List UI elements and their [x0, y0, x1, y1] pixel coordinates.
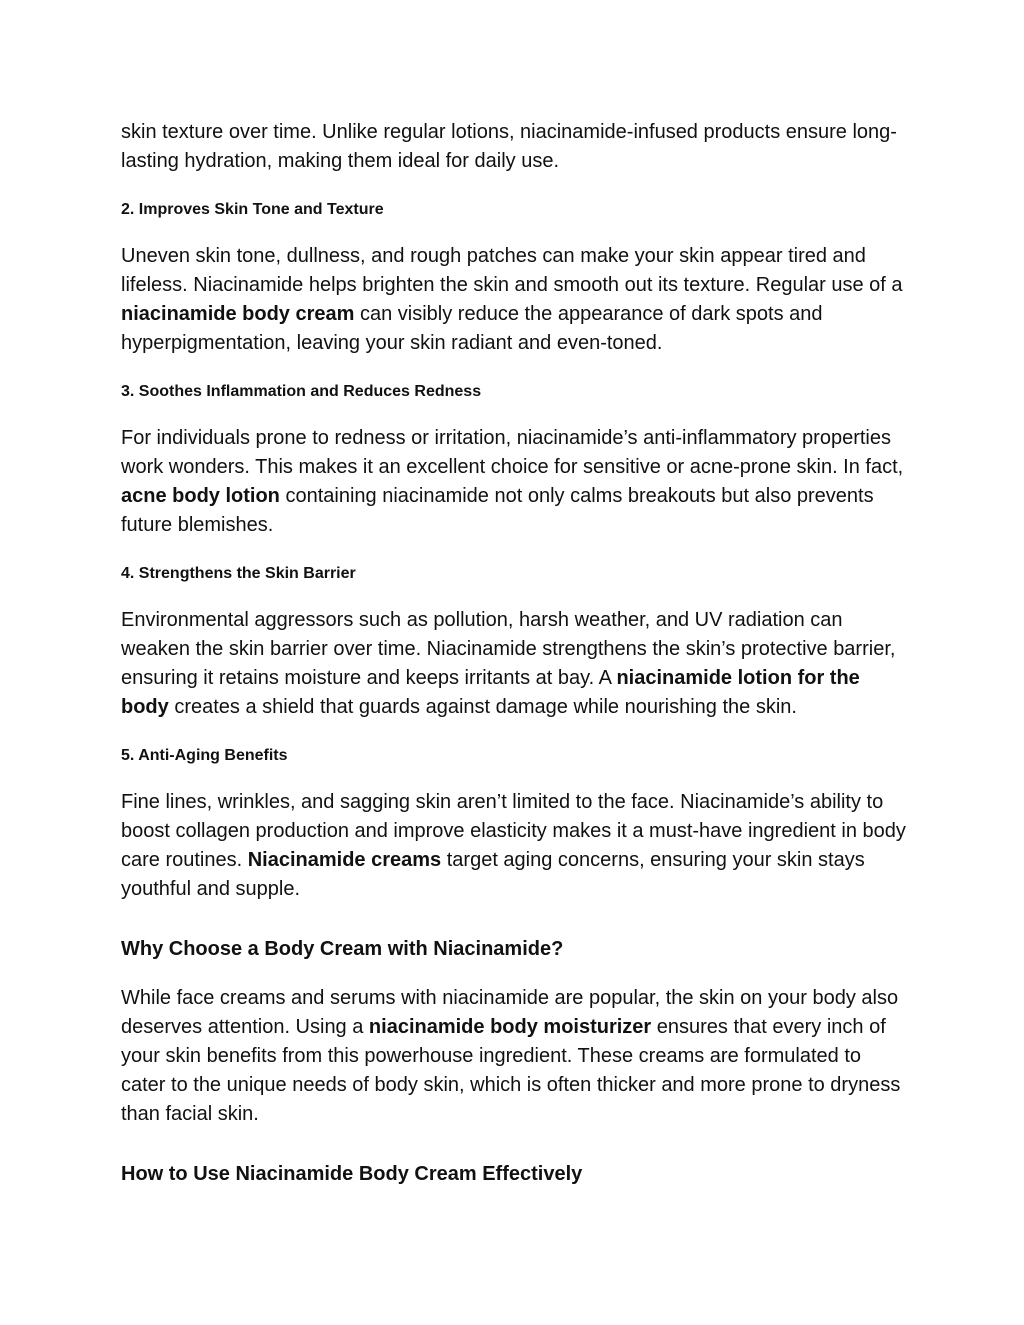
- document-page: [121, 118, 911, 1209]
- paragraph-text: For individuals prone to redness or irritation, niacinamide’s anti-inflammatory properties work wonders. This makes it an excellent choice for sensitive or acne-prone skin. In fact,: [121, 427, 904, 478]
- paragraph-text: Fine lines, wrinkles, and sagging skin aren’t limited to the face. Niacinamide’s ability to boost collagen production and improve elasticity makes it a must-have ingredient in body care routines.: [121, 791, 906, 871]
- intro-paragraph: skin texture over time. Unlike regular lotions, niacinamide-infused products ensure long-lasting hydration, making them ideal for daily use.: [121, 121, 897, 172]
- keyword-bold: Niacinamide creams: [247, 849, 442, 871]
- keyword-bold: acne body lotion: [121, 485, 280, 507]
- section-heading-how-to-use: How to Use Niacinamide Body Cream Effectively: [121, 1163, 583, 1185]
- keyword-bold: niacinamide body moisturizer: [368, 1016, 652, 1038]
- paragraph-text: Uneven skin tone, dullness, and rough patches can make your skin appear tired and lifeless. Niacinamide helps brighten the skin and smooth out its texture. Regular use of a: [121, 245, 903, 296]
- section-heading-anti-aging: 5. Anti-Aging Benefits: [121, 747, 288, 764]
- section-heading-skin-barrier: 4. Strengthens the Skin Barrier: [121, 565, 356, 582]
- paragraph-text: Environmental aggressors such as pollution, harsh weather, and UV radiation can weaken the skin barrier over time. Niacinamide strengthens the skin’s protective barrier, ensuring it retains moisture and keeps irritants at bay. A: [121, 609, 896, 689]
- paragraph-text: While face creams and serums with niacinamide are popular, the skin on your body also deserves attention. Using a: [121, 987, 899, 1038]
- paragraph-text: target aging concerns, ensuring your skin stays youthful and supple.: [121, 849, 865, 900]
- paragraph-inflammation: [121, 424, 911, 540]
- paragraph-why-choose: [121, 984, 911, 1129]
- paragraph-text: creates a shield that guards against damage while nourishing the skin.: [168, 696, 797, 718]
- section-heading-skin-tone: 2. Improves Skin Tone and Texture: [121, 201, 384, 218]
- section-heading-why-choose: Why Choose a Body Cream with Niacinamide?: [121, 938, 564, 960]
- paragraph-anti-aging: [121, 788, 911, 904]
- paragraph-skin-barrier: [121, 606, 911, 722]
- paragraph-text: ensures that every inch of your skin benefits from this powerhouse ingredient. These creams are formulated to cater to the unique needs of body skin, which is often thicker and more prone to dryness than facial skin.: [121, 1016, 901, 1125]
- paragraph-text: can visibly reduce the appearance of dark spots and hyperpigmentation, leaving your skin radiant and even-toned.: [121, 303, 823, 354]
- section-heading-inflammation: 3. Soothes Inflammation and Reduces Redness: [121, 383, 482, 400]
- paragraph-skin-tone: [121, 242, 911, 358]
- keyword-bold: niacinamide lotion for the body: [121, 667, 860, 718]
- paragraph-text: containing niacinamide not only calms breakouts but also prevents future blemishes.: [121, 485, 874, 536]
- keyword-bold: niacinamide body cream: [121, 303, 355, 325]
